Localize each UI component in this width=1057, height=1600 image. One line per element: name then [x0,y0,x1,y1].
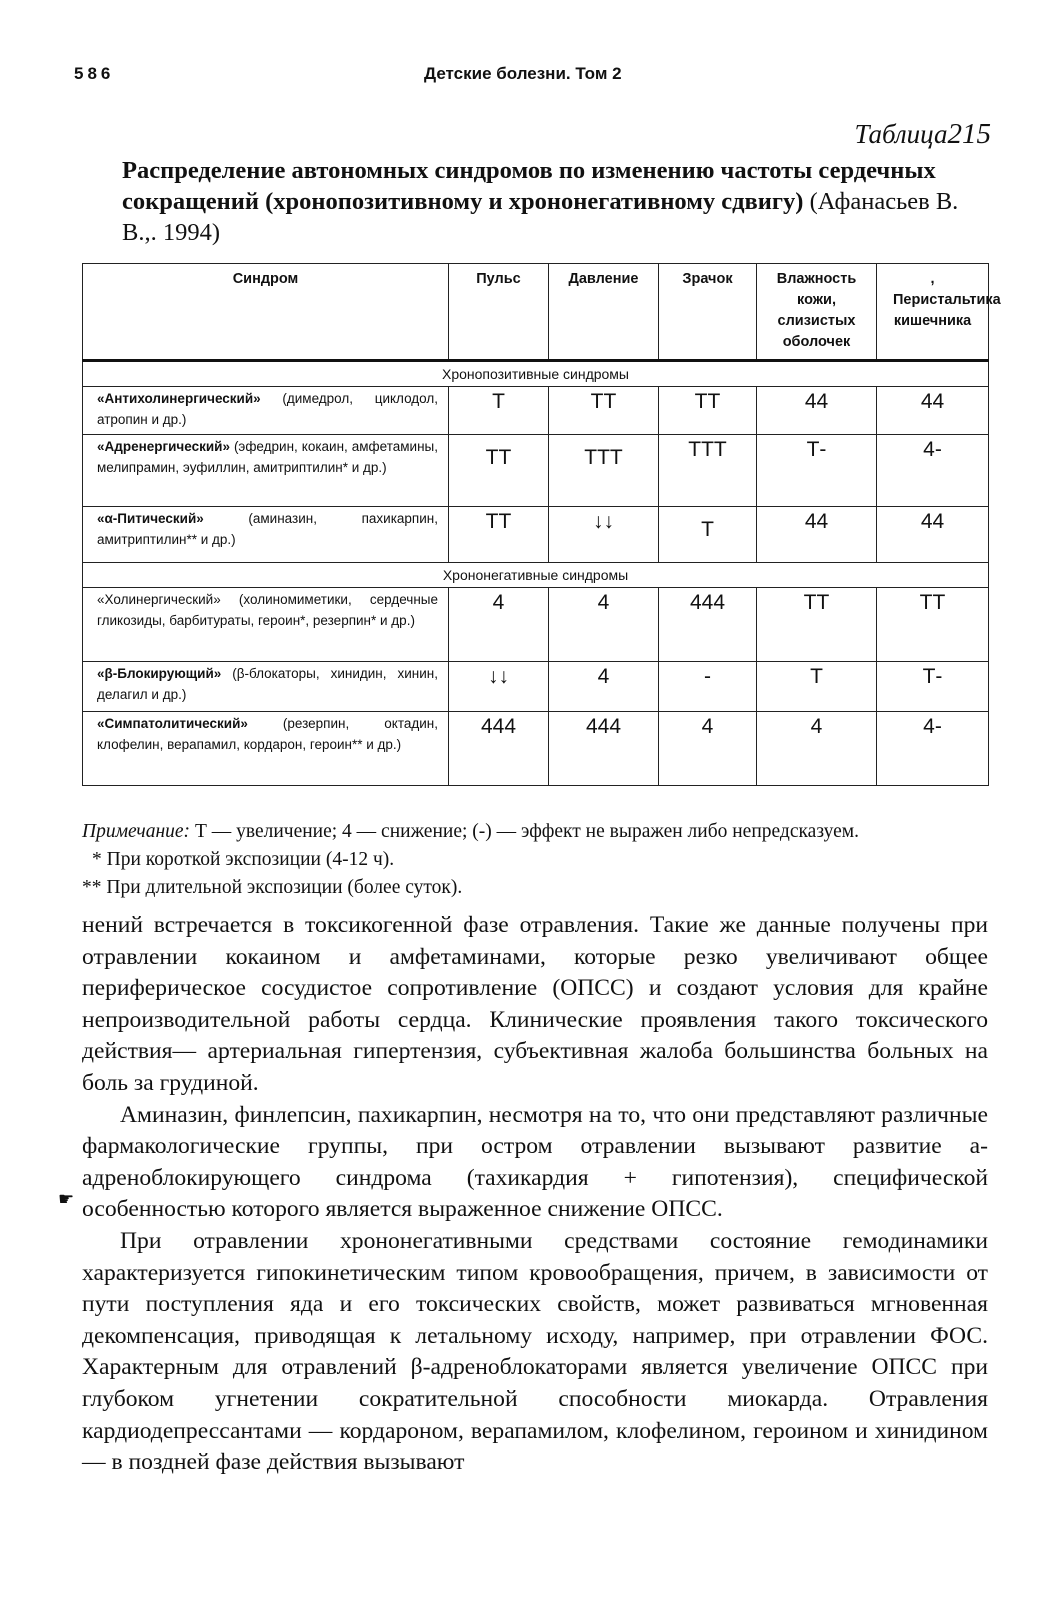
note-line-1 [82,818,1002,846]
syndrome-cell [83,435,449,507]
pressure-cell: ТТ [549,387,659,435]
pulse-cell: 4 [449,588,549,662]
pressure-cell: 444 [549,712,659,786]
pupil-cell: 444 [659,588,757,662]
table-note [82,818,1002,902]
col-header-moisture: Влажность кожи, слизистых оболочек [757,264,877,361]
col-header-syndrome: Синдром [83,264,449,361]
col-header-pulse: Пульс [449,264,549,361]
peristalsis-cell: ТТ [877,588,989,662]
col-header-pressure: Давление [549,264,659,361]
peristalsis-cell: 44 [877,507,989,563]
table-row [83,387,989,435]
syndrome-table [82,263,1001,786]
note-text: Т — увеличение; 4 — снижение; (-) — эффект не выражен либо непредсказуем. [190,821,859,842]
moisture-cell: Т- [757,435,877,507]
syndrome-desc: (аминазин, пахикарпин, амитриптилин** и др.) [97,511,438,547]
syndrome-desc: (β-блокаторы, хинидин, хинин, делагил и др.) [97,666,438,702]
section-chrononegative: Хрононегативные синдромы [83,563,989,588]
syndrome-cell [83,712,449,786]
table-row [83,712,989,786]
book-title: Детские болезни. Том 2 [424,64,622,83]
moisture-cell: 44 [757,507,877,563]
table-caption [122,155,962,248]
table-label [854,118,991,151]
col-header-peristalsis: , Перистальтика кишечника [877,264,989,361]
pupil-cell: ТТ [659,387,757,435]
section-row [83,361,989,387]
syndrome-cell [83,387,449,435]
syndrome-name: «Антихолинергический» [97,391,261,406]
syndrome-desc: (резерпин, октадин, клофелин, верапамил, кордарон, героин** и др.) [97,716,438,752]
syndrome-desc: (холиномиметики, сердечные гликозиды, барбитураты, героин*, резерпин* и др.) [97,592,438,628]
syndrome-name: «β-Блокирующий» [97,666,222,681]
peristalsis-cell: 44 [877,387,989,435]
pupil-cell: - [659,662,757,712]
table-number: 215 [947,118,991,150]
moisture-cell: 4 [757,712,877,786]
table-row [83,507,989,563]
pulse-cell: 444 [449,712,549,786]
syndrome-cell [83,662,449,712]
syndrome-cell [83,588,449,662]
pressure-cell: ↓↓ [549,507,659,563]
page-number: 586 [74,64,115,83]
paragraph: нений встречается в токсикогенной фазе отравления. Такие же данные получены при отравлении кокаином и амфетаминами, которые резко увеличивают общее периферическое сосудистое сопротивление (ОПСС) и создают условия для крайне непроизводительной работы сердца. Клинические проявления такого токсического действия— артериальная гипертензия, субъективная жалоба большинства больных на боль за грудиной. [82,912,988,1096]
syndrome-name: «Адренергический» [97,439,230,454]
note-line-2: * При короткой экспозиции (4-12 ч). [92,849,395,870]
pressure-cell: 4 [549,588,659,662]
paragraph: При отравлении хрононегативными средствами состояние гемодинамики характеризуется гипокинетическим типом кровообращения, причем, в зависимости от пути поступления яда и его токсических свойств, может развиваться мгновенная декомпенсация, приводящая к летальному исходу, например, при отравлении ФОС. Характерным для отравлений β-адреноблокаторами является увеличение ОПСС при глубоком угнетении сократительной способности миокарда. Отравления кардиодепрессантами — кордароном, верапамилом, клофелином, героином и хинидином — в поздней фазе действия вызывают [82,1227,988,1476]
peristalsis-cell: 4- [877,435,989,507]
caption-title: Распределение автономных синдромов по изменению частоты сердечных сокращений (хронопозитивному и хрононегативному сдвигу) [122,157,936,215]
syndrome-desc: (эфедрин, кокаин, амфетамины, мелипрамин, эуфиллин, амитриптилин* и др.) [97,439,438,475]
paragraph: Аминазин, финлепсин, пахикарпин, несмотря на то, что они представляют различные фармакологические группы, при остром отравлении вызывают развитие а-адреноблокирующего синдрома (тахикардия + гипотензия), специфической особенностью которого является выраженное снижение ОПСС. [82,1101,988,1223]
syndrome-name: «α-Питический» [97,511,204,526]
moisture-cell: ТТ [757,588,877,662]
pupil-cell: 4 [659,712,757,786]
note-line-3: ** При длительной экспозиции (более суток). [82,877,463,898]
peristalsis-cell: 4- [877,712,989,786]
pressure-cell: 4 [549,662,659,712]
moisture-cell: 44 [757,387,877,435]
section-row [83,563,989,588]
pupil-cell: Т [659,507,757,563]
table-row [83,662,989,712]
pulse-cell: Т [449,387,549,435]
caption-source: (Афанасьев В. В.,. 1994) [122,188,959,246]
section-chronopositive: Хронопозитивные синдромы [83,361,989,387]
pressure-cell: ТТТ [549,435,659,507]
running-head [70,64,990,94]
pointing-hand-icon: ☛ [58,1189,75,1210]
pulse-cell: ↓↓ [449,662,549,712]
pupil-cell: ТТТ [659,435,757,507]
table-row [83,435,989,507]
table-label-word: Таблица [854,119,948,149]
col-header-pupil: Зрачок [659,264,757,361]
body-text [82,910,988,1479]
moisture-cell: Т [757,662,877,712]
table-row [83,588,989,662]
syndrome-desc: (димедрол, циклодол, атропин и др.) [97,391,438,427]
pulse-cell: ТТ [449,507,549,563]
peristalsis-cell: Т- [877,662,989,712]
pulse-cell: ТТ [449,435,549,507]
syndrome-cell [83,507,449,563]
syndrome-name: «Холинергический» [97,592,221,607]
note-head: Примечание: [82,821,191,842]
table-header-row [83,264,989,361]
syndrome-name: «Симпатолитический» [97,716,248,731]
